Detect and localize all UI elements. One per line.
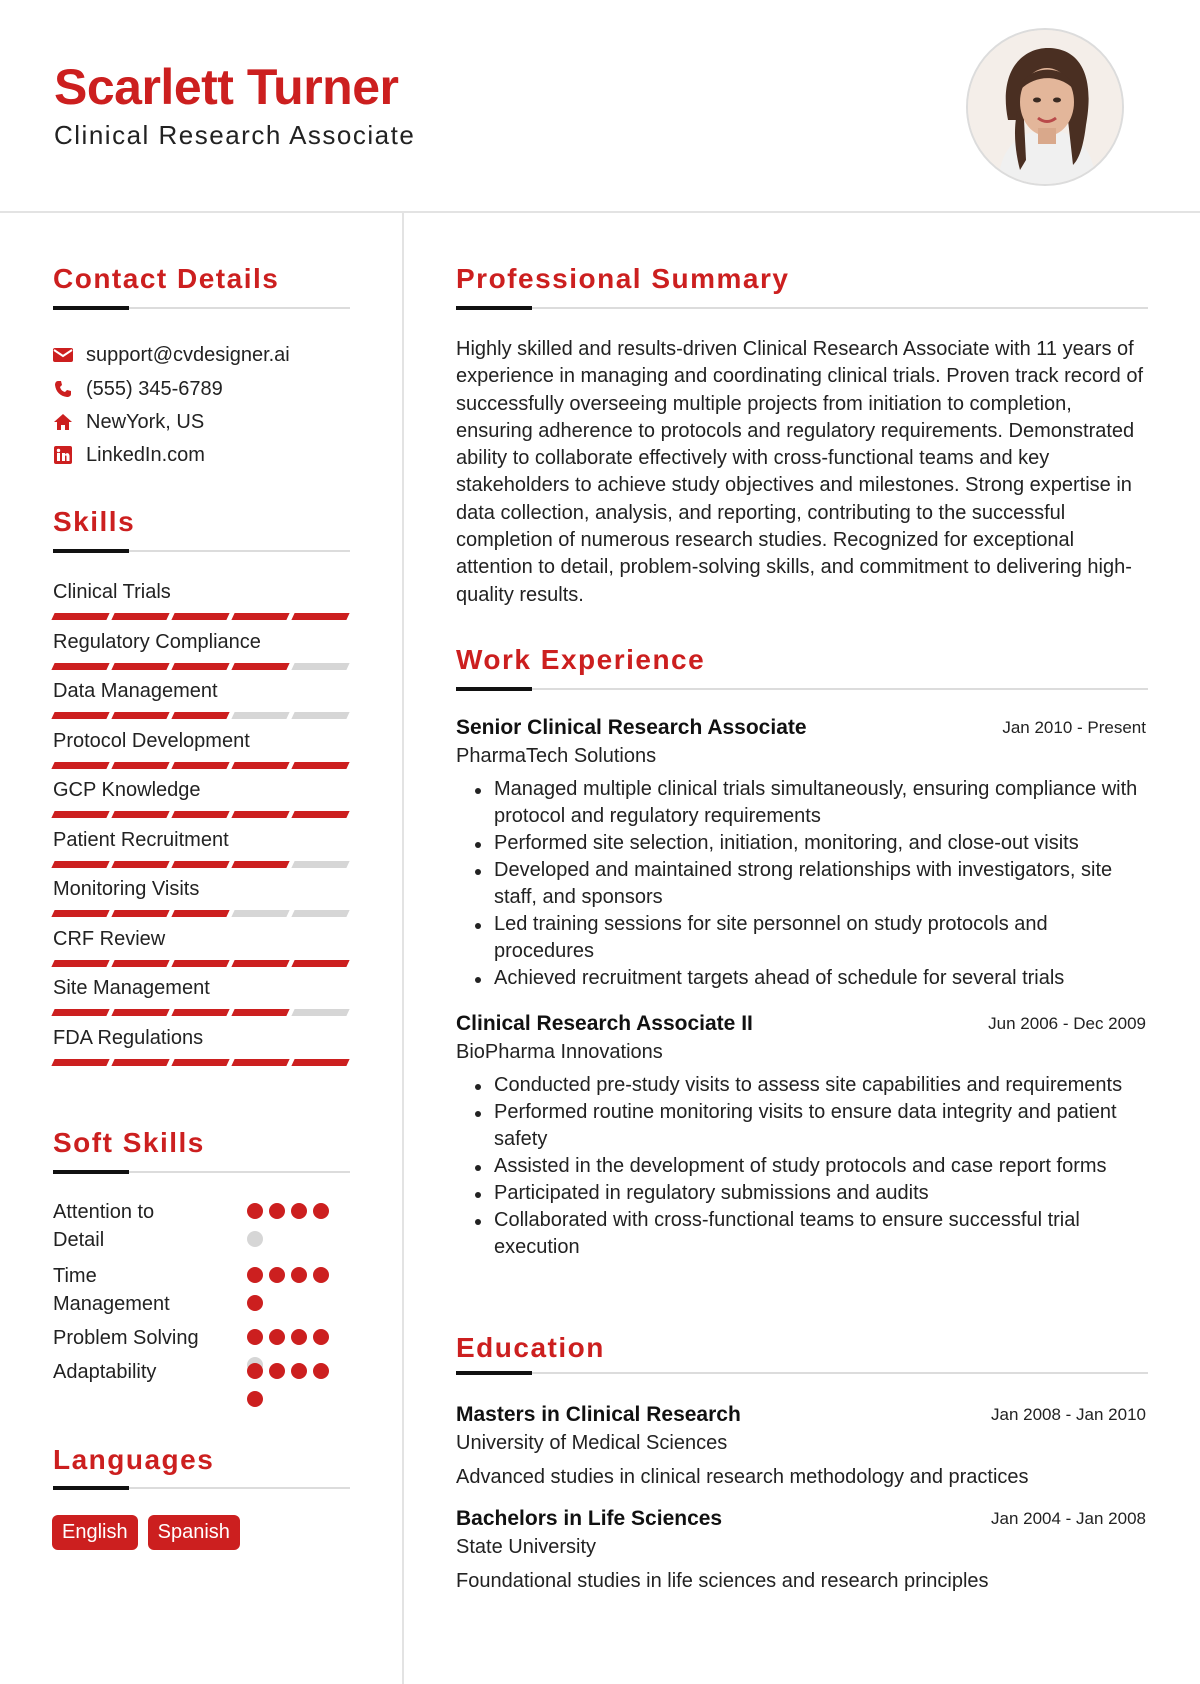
rating-dot-filled xyxy=(291,1329,307,1345)
skill-segment-filled xyxy=(111,960,169,967)
skill-segment-filled xyxy=(51,1059,109,1066)
skill-row xyxy=(53,778,348,818)
skill-segment-filled xyxy=(231,663,289,670)
education-description: Foundational studies in life sciences and research principles xyxy=(456,1570,989,1592)
rating-dot-filled xyxy=(247,1203,263,1219)
contact-email[interactable] xyxy=(52,341,290,369)
skill-label: Data Management xyxy=(53,680,218,702)
phone-icon xyxy=(52,378,74,400)
language-tag: English xyxy=(52,1515,138,1550)
job-bullet: Developed and maintained strong relationships with investigators, site staff, and sponsors xyxy=(472,857,1146,911)
summary-heading-rule xyxy=(456,307,1148,309)
column-divider xyxy=(402,213,404,1684)
skill-level-bar xyxy=(53,811,348,818)
education-dates: Jan 2004 - Jan 2008 xyxy=(990,1509,1146,1528)
skill-segment-filled xyxy=(111,712,169,719)
rating-dot-filled xyxy=(247,1391,263,1407)
job-bullet: Participated in regulatory submissions and audits xyxy=(472,1180,1146,1207)
job-bullet: Managed multiple clinical trials simultaneously, ensuring compliance with protocol and regulatory requirements xyxy=(472,776,1146,830)
skill-segment-empty xyxy=(291,861,349,868)
rating-dot-filled xyxy=(247,1295,263,1311)
skill-level-bar xyxy=(53,1009,348,1016)
summary-text: Highly skilled and results-driven Clinical Research Associate with 11 years of experience in managing and coordinating clinical trials. Proven track record of successfully overseeing multiple projects from initiation to completion, ensuring adherence to protocols and regulatory requirements. Demonstrated ability to collaborate effectively with cross-functional teams and key stakeholders to achieve study objectives and milestones. Strong expertise in data collection, analysis, and reporting, contributing to the successful completion of numerous research studies. Recognized for exceptional attention to detail, problem-solving skills, and commitment to delivering high-quality results. xyxy=(456,338,1144,606)
contact-phone-text: (555) 345-6789 xyxy=(86,377,223,400)
education-degree: Bachelors in Life Sciences xyxy=(456,1507,723,1530)
skill-segment-filled xyxy=(51,613,109,620)
contact-location-text: NewYork, US xyxy=(86,410,205,433)
skill-segment-filled xyxy=(171,960,229,967)
candidate-title: Clinical Research Associate xyxy=(54,120,416,150)
skill-segment-filled xyxy=(171,910,229,917)
skill-segment-filled xyxy=(51,1009,109,1016)
skill-level-bar xyxy=(53,613,348,620)
skill-label: Clinical Trials xyxy=(53,581,171,603)
skill-segment-filled xyxy=(51,910,109,917)
skill-label: GCP Knowledge xyxy=(53,779,201,801)
soft-skills-heading-rule xyxy=(53,1171,350,1173)
skill-level-bar xyxy=(53,712,348,719)
rating-dot-filled xyxy=(269,1363,285,1379)
skill-segment-filled xyxy=(231,762,289,769)
skill-row xyxy=(53,828,348,868)
soft-skill-label: Time Management xyxy=(53,1265,170,1315)
skill-level-bar xyxy=(53,762,348,769)
skill-segment-filled xyxy=(291,762,349,769)
skill-level-bar xyxy=(53,861,348,868)
job-bullet: Collaborated with cross-functional teams to ensure successful trial execution xyxy=(472,1207,1146,1261)
education-entry xyxy=(456,1507,1146,1595)
rating-dot-filled xyxy=(313,1203,329,1219)
education-school: University of Medical Sciences xyxy=(456,1432,728,1454)
contact-linkedin-text: LinkedIn.com xyxy=(86,443,205,466)
skill-row xyxy=(53,729,348,769)
contact-location xyxy=(52,408,204,436)
job-bullet: Led training sessions for site personnel on study protocols and procedures xyxy=(472,911,1146,965)
education-entry xyxy=(456,1403,1146,1491)
skill-segment-filled xyxy=(111,1059,169,1066)
home-icon xyxy=(52,411,74,433)
skill-label: Protocol Development xyxy=(53,729,250,752)
skill-segment-filled xyxy=(231,861,289,868)
soft-skill-rating xyxy=(247,1267,343,1311)
skill-row xyxy=(53,679,348,719)
envelope-icon xyxy=(52,344,74,366)
skill-segment-filled xyxy=(51,663,109,670)
candidate-name: Scarlett Turner xyxy=(54,59,399,115)
job-bullet: Performed routine monitoring visits to ensure data integrity and patient safety xyxy=(472,1099,1146,1153)
skill-level-bar xyxy=(53,960,348,967)
skill-segment-filled xyxy=(231,1009,289,1016)
skill-segment-filled xyxy=(51,861,109,868)
skill-row xyxy=(53,877,348,917)
rating-dot-filled xyxy=(247,1363,263,1379)
education-school: State University xyxy=(456,1536,597,1558)
rating-dot-empty xyxy=(247,1231,263,1247)
skill-segment-filled xyxy=(51,960,109,967)
rating-dot-filled xyxy=(247,1329,263,1345)
soft-skill-label: Attention to Detail xyxy=(53,1201,155,1251)
education-degree: Masters in Clinical Research xyxy=(456,1403,741,1426)
skills-heading-rule xyxy=(53,550,350,552)
skill-segment-empty xyxy=(231,712,289,719)
skill-segment-filled xyxy=(111,861,169,868)
job-bullet: Performed site selection, initiation, monitoring, and close-out visits xyxy=(472,830,1146,857)
rating-dot-filled xyxy=(247,1267,263,1283)
rating-dot-filled xyxy=(313,1267,329,1283)
soft-skill-rating xyxy=(247,1363,343,1407)
soft-skills-heading: Soft Skills xyxy=(53,1127,205,1158)
skill-segment-filled xyxy=(231,613,289,620)
job-title: Clinical Research Associate II xyxy=(456,1012,753,1035)
job-bullet: Assisted in the development of study protocols and case report forms xyxy=(472,1153,1146,1180)
skill-row xyxy=(53,580,348,620)
skill-row xyxy=(53,1026,348,1066)
skill-segment-filled xyxy=(111,663,169,670)
rating-dot-filled xyxy=(313,1363,329,1379)
skill-label: CRF Review xyxy=(53,927,166,950)
job-title: Senior Clinical Research Associate xyxy=(456,716,807,739)
languages-list xyxy=(52,1515,240,1550)
skill-segment-empty xyxy=(291,1009,349,1016)
skill-segment-filled xyxy=(51,762,109,769)
skill-segment-filled xyxy=(171,1009,229,1016)
skill-label: FDA Regulations xyxy=(53,1026,204,1049)
job-company: PharmaTech Solutions xyxy=(456,745,657,767)
resume-header xyxy=(0,0,1200,213)
skill-segment-filled xyxy=(51,811,109,818)
skill-segment-filled xyxy=(111,762,169,769)
job-bullets xyxy=(472,1072,1146,1261)
skill-segment-filled xyxy=(171,663,229,670)
skill-segment-filled xyxy=(111,1009,169,1016)
skill-segment-filled xyxy=(171,762,229,769)
skill-segment-filled xyxy=(291,811,349,818)
skill-segment-filled xyxy=(111,613,169,620)
profile-photo xyxy=(966,28,1124,186)
soft-skill-label: Problem Solving xyxy=(53,1327,199,1349)
rating-dot-filled xyxy=(313,1329,329,1345)
contact-heading-rule xyxy=(53,307,350,309)
skill-level-bar xyxy=(53,663,348,670)
job-dates: Jun 2006 - Dec 2009 xyxy=(988,1014,1146,1033)
education-dates: Jan 2008 - Jan 2010 xyxy=(990,1405,1146,1424)
skill-label: Monitoring Visits xyxy=(53,878,200,900)
rating-dot-filled xyxy=(269,1267,285,1283)
skill-level-bar xyxy=(53,1059,348,1066)
soft-skill-label: Adaptability xyxy=(53,1361,157,1383)
skill-row xyxy=(53,976,348,1016)
job-bullets xyxy=(472,776,1146,992)
skill-segment-empty xyxy=(231,910,289,917)
skill-label: Regulatory Compliance xyxy=(53,630,261,653)
skill-label: Site Management xyxy=(53,977,210,999)
skill-row xyxy=(53,927,348,967)
skill-segment-filled xyxy=(171,613,229,620)
skills-heading: Skills xyxy=(53,506,136,537)
rating-dot-filled xyxy=(269,1329,285,1345)
linkedin-icon xyxy=(52,444,74,466)
skill-segment-filled xyxy=(231,1059,289,1066)
contact-heading: Contact Details xyxy=(53,263,280,294)
skill-segment-filled xyxy=(111,910,169,917)
skill-segment-filled xyxy=(171,861,229,868)
skill-segment-filled xyxy=(291,960,349,967)
education-description: Advanced studies in clinical research methodology and practices xyxy=(456,1466,1029,1488)
job-bullet: Conducted pre-study visits to assess site capabilities and requirements xyxy=(472,1072,1146,1099)
rating-dot-filled xyxy=(269,1203,285,1219)
portrait-illustration xyxy=(968,30,1124,186)
rating-dot-filled xyxy=(291,1267,307,1283)
experience-heading: Work Experience xyxy=(456,644,706,675)
contact-phone[interactable] xyxy=(52,375,223,403)
contact-linkedin[interactable] xyxy=(52,441,205,469)
rating-dot-filled xyxy=(291,1203,307,1219)
skill-segment-filled xyxy=(171,811,229,818)
rating-dot-filled xyxy=(291,1363,307,1379)
summary-heading: Professional Summary xyxy=(456,263,790,294)
job-bullet: Achieved recruitment targets ahead of schedule for several trials xyxy=(472,965,1146,992)
soft-skill-rating xyxy=(247,1203,343,1247)
skill-segment-filled xyxy=(111,811,169,818)
job-entry xyxy=(456,1012,1146,1261)
skill-segment-filled xyxy=(231,811,289,818)
skill-segment-empty xyxy=(291,910,349,917)
skill-segment-filled xyxy=(51,712,109,719)
skill-segment-filled xyxy=(231,960,289,967)
job-dates: Jan 2010 - Present xyxy=(1002,718,1146,737)
education-heading-rule xyxy=(456,1372,1148,1374)
skill-segment-empty xyxy=(291,663,349,670)
job-company: BioPharma Innovations xyxy=(456,1041,663,1063)
languages-heading-rule xyxy=(53,1487,350,1489)
education-heading: Education xyxy=(456,1332,605,1363)
skill-label: Patient Recruitment xyxy=(53,828,229,851)
experience-heading-rule xyxy=(456,688,1148,690)
contact-email-text: support@cvdesigner.ai xyxy=(86,343,290,366)
languages-heading: Languages xyxy=(53,1444,215,1475)
skill-row xyxy=(53,630,348,670)
skill-segment-filled xyxy=(291,613,349,620)
job-entry xyxy=(456,716,1146,992)
skill-level-bar xyxy=(53,910,348,917)
skill-segment-filled xyxy=(171,712,229,719)
skill-segment-filled xyxy=(171,1059,229,1066)
skill-segment-filled xyxy=(291,1059,349,1066)
language-tag: Spanish xyxy=(148,1515,240,1550)
skill-segment-empty xyxy=(291,712,349,719)
